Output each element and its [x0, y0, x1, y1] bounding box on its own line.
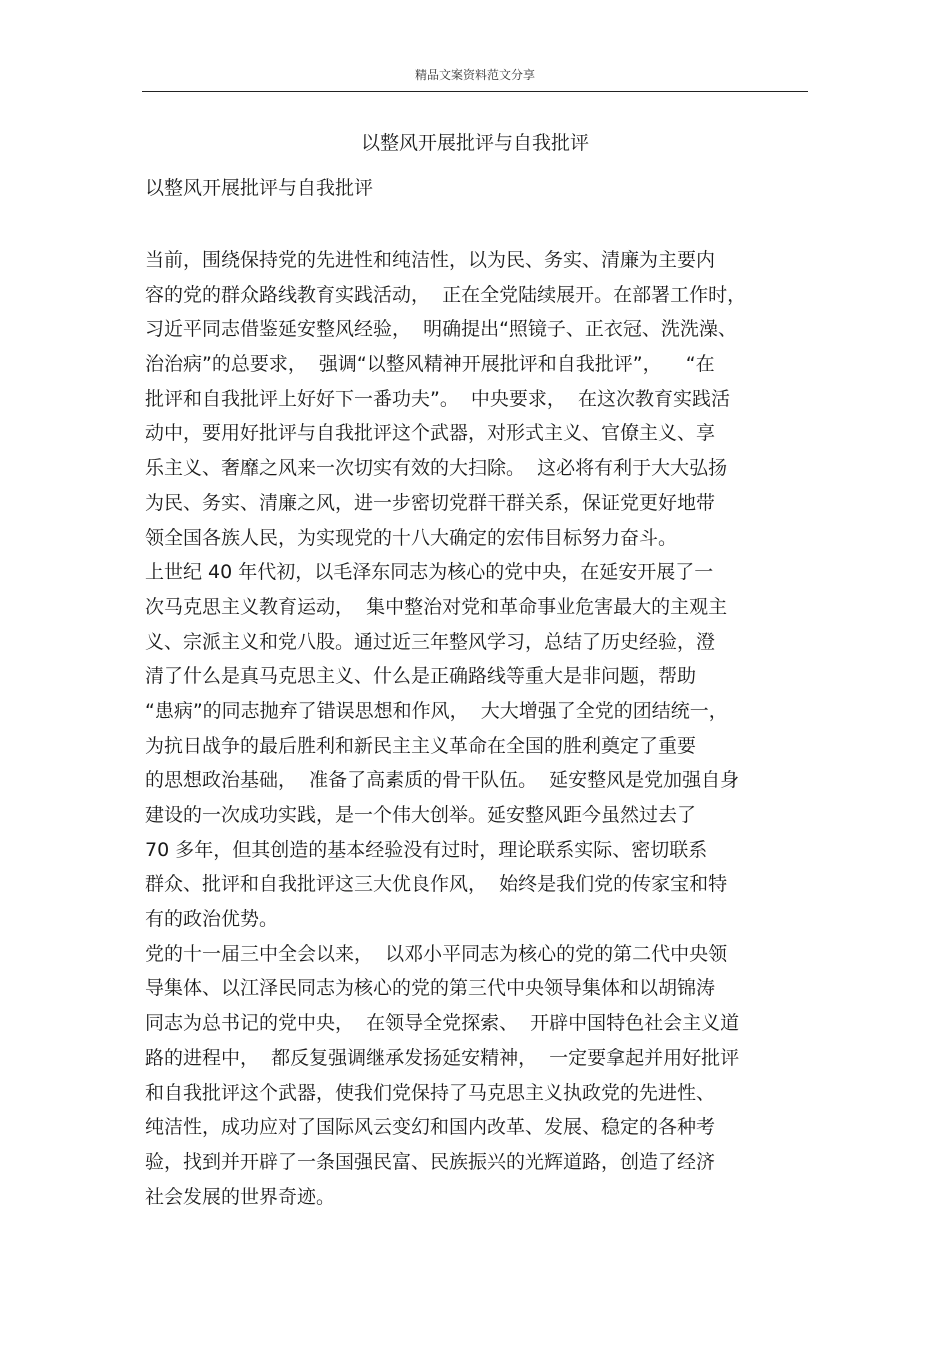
body-line: 党的十一届三中全会以来， 以邓小平同志为核心的党的第二代中央领 — [145, 942, 728, 965]
body-line: 为抗日战争的最后胜利和新民主主义革命在全国的胜利奠定了重要 — [145, 734, 697, 757]
body-line: 导集体、以江泽民同志为核心的党的第三代中央领导集体和以胡锦涛 — [145, 977, 716, 1000]
body-line: 治治病”的总要求， 强调“以整风精神开展批评和自我批评”， “在 — [145, 353, 715, 376]
document-subtitle: 以整风开展批评与自我批评 — [145, 177, 374, 199]
body-line: 义、宗派主义和党八股。通过近三年整风学习，总结了历史经验，澄 — [145, 630, 716, 653]
body-line: 为民、务实、清廉之风，进一步密切党群干群关系，保证党更好地带 — [145, 491, 716, 514]
body-line: 有的政治优势。 — [145, 908, 279, 931]
body-line: 习近平同志借鉴延安整风经验， 明确提出“照镜子、正衣冠、洗洗澡、 — [145, 318, 737, 341]
body-line: 和自我批评这个武器，使我们党保持了马克思主义执政党的先进性、 — [145, 1081, 716, 1104]
body-line: 乐主义、奢靡之风来一次切实有效的大扫除。 这必将有利于大大弘扬 — [145, 457, 728, 480]
document-title: 以整风开展批评与自我批评 — [360, 132, 589, 154]
body-line: 纯洁性，成功应对了国际风云变幻和国内改革、发展、稳定的各种考 — [145, 1116, 716, 1139]
body-line: 的思想政治基础， 准备了高素质的骨干队伍。 延安整风是党加强自身 — [145, 769, 740, 792]
page-header: 精品文案资料范文分享 — [414, 68, 535, 82]
body-line: 上世纪 40 年代初，以毛泽东同志为核心的党中央，在延安开展了一 — [145, 561, 714, 584]
body-line: 建设的一次成功实践，是一个伟大创举。延安整风距今虽然过去了 — [145, 804, 697, 826]
body-line: 70 多年，但其创造的基本经验没有过时，理论联系实际、密切联系 — [145, 838, 708, 861]
body-line: 次马克思主义教育运动， 集中整治对党和革命事业危害最大的主观主 — [145, 595, 728, 618]
header-divider — [142, 91, 808, 92]
body-line: 群众、批评和自我批评这三大优良作风， 始终是我们党的传家宝和特 — [145, 873, 728, 896]
body-line: 清了什么是真马克思主义、什么是正确路线等重大是非问题，帮助 — [145, 665, 697, 688]
body-line: 同志为总书记的党中央， 在领导全党探索、 开辟中国特色社会主义道 — [145, 1012, 740, 1035]
body-line: 领全国各族人民，为实现党的十八大确定的宏伟目标努力奋斗。 — [145, 526, 678, 549]
body-line: 当前，围绕保持党的先进性和纯洁性，以为民、务实、清廉为主要内 — [145, 249, 716, 271]
body-line: 验，找到并开辟了一条国强民富、民族振兴的光辉道路，创造了经济 — [145, 1150, 716, 1173]
body-line: 批评和自我批评上好好下一番功夫”。 中央要求， 在这次教育实践活 — [145, 387, 731, 410]
body-line: “患病”的同志抛弃了错误思想和作风， 大大增强了全党的团结统一， — [145, 699, 728, 722]
document-body — [145, 243, 810, 1214]
body-line: 容的党的群众路线教育实践活动， 正在全党陆续展开。在部署工作时， — [145, 283, 747, 306]
body-line: 路的进程中， 都反复强调继承发扬延安精神， 一定要拿起并用好批评 — [145, 1046, 740, 1069]
body-line: 动中，要用好批评与自我批评这个武器，对形式主义、官僚主义、享 — [145, 422, 716, 445]
body-line: 社会发展的世界奇迹。 — [145, 1185, 336, 1208]
